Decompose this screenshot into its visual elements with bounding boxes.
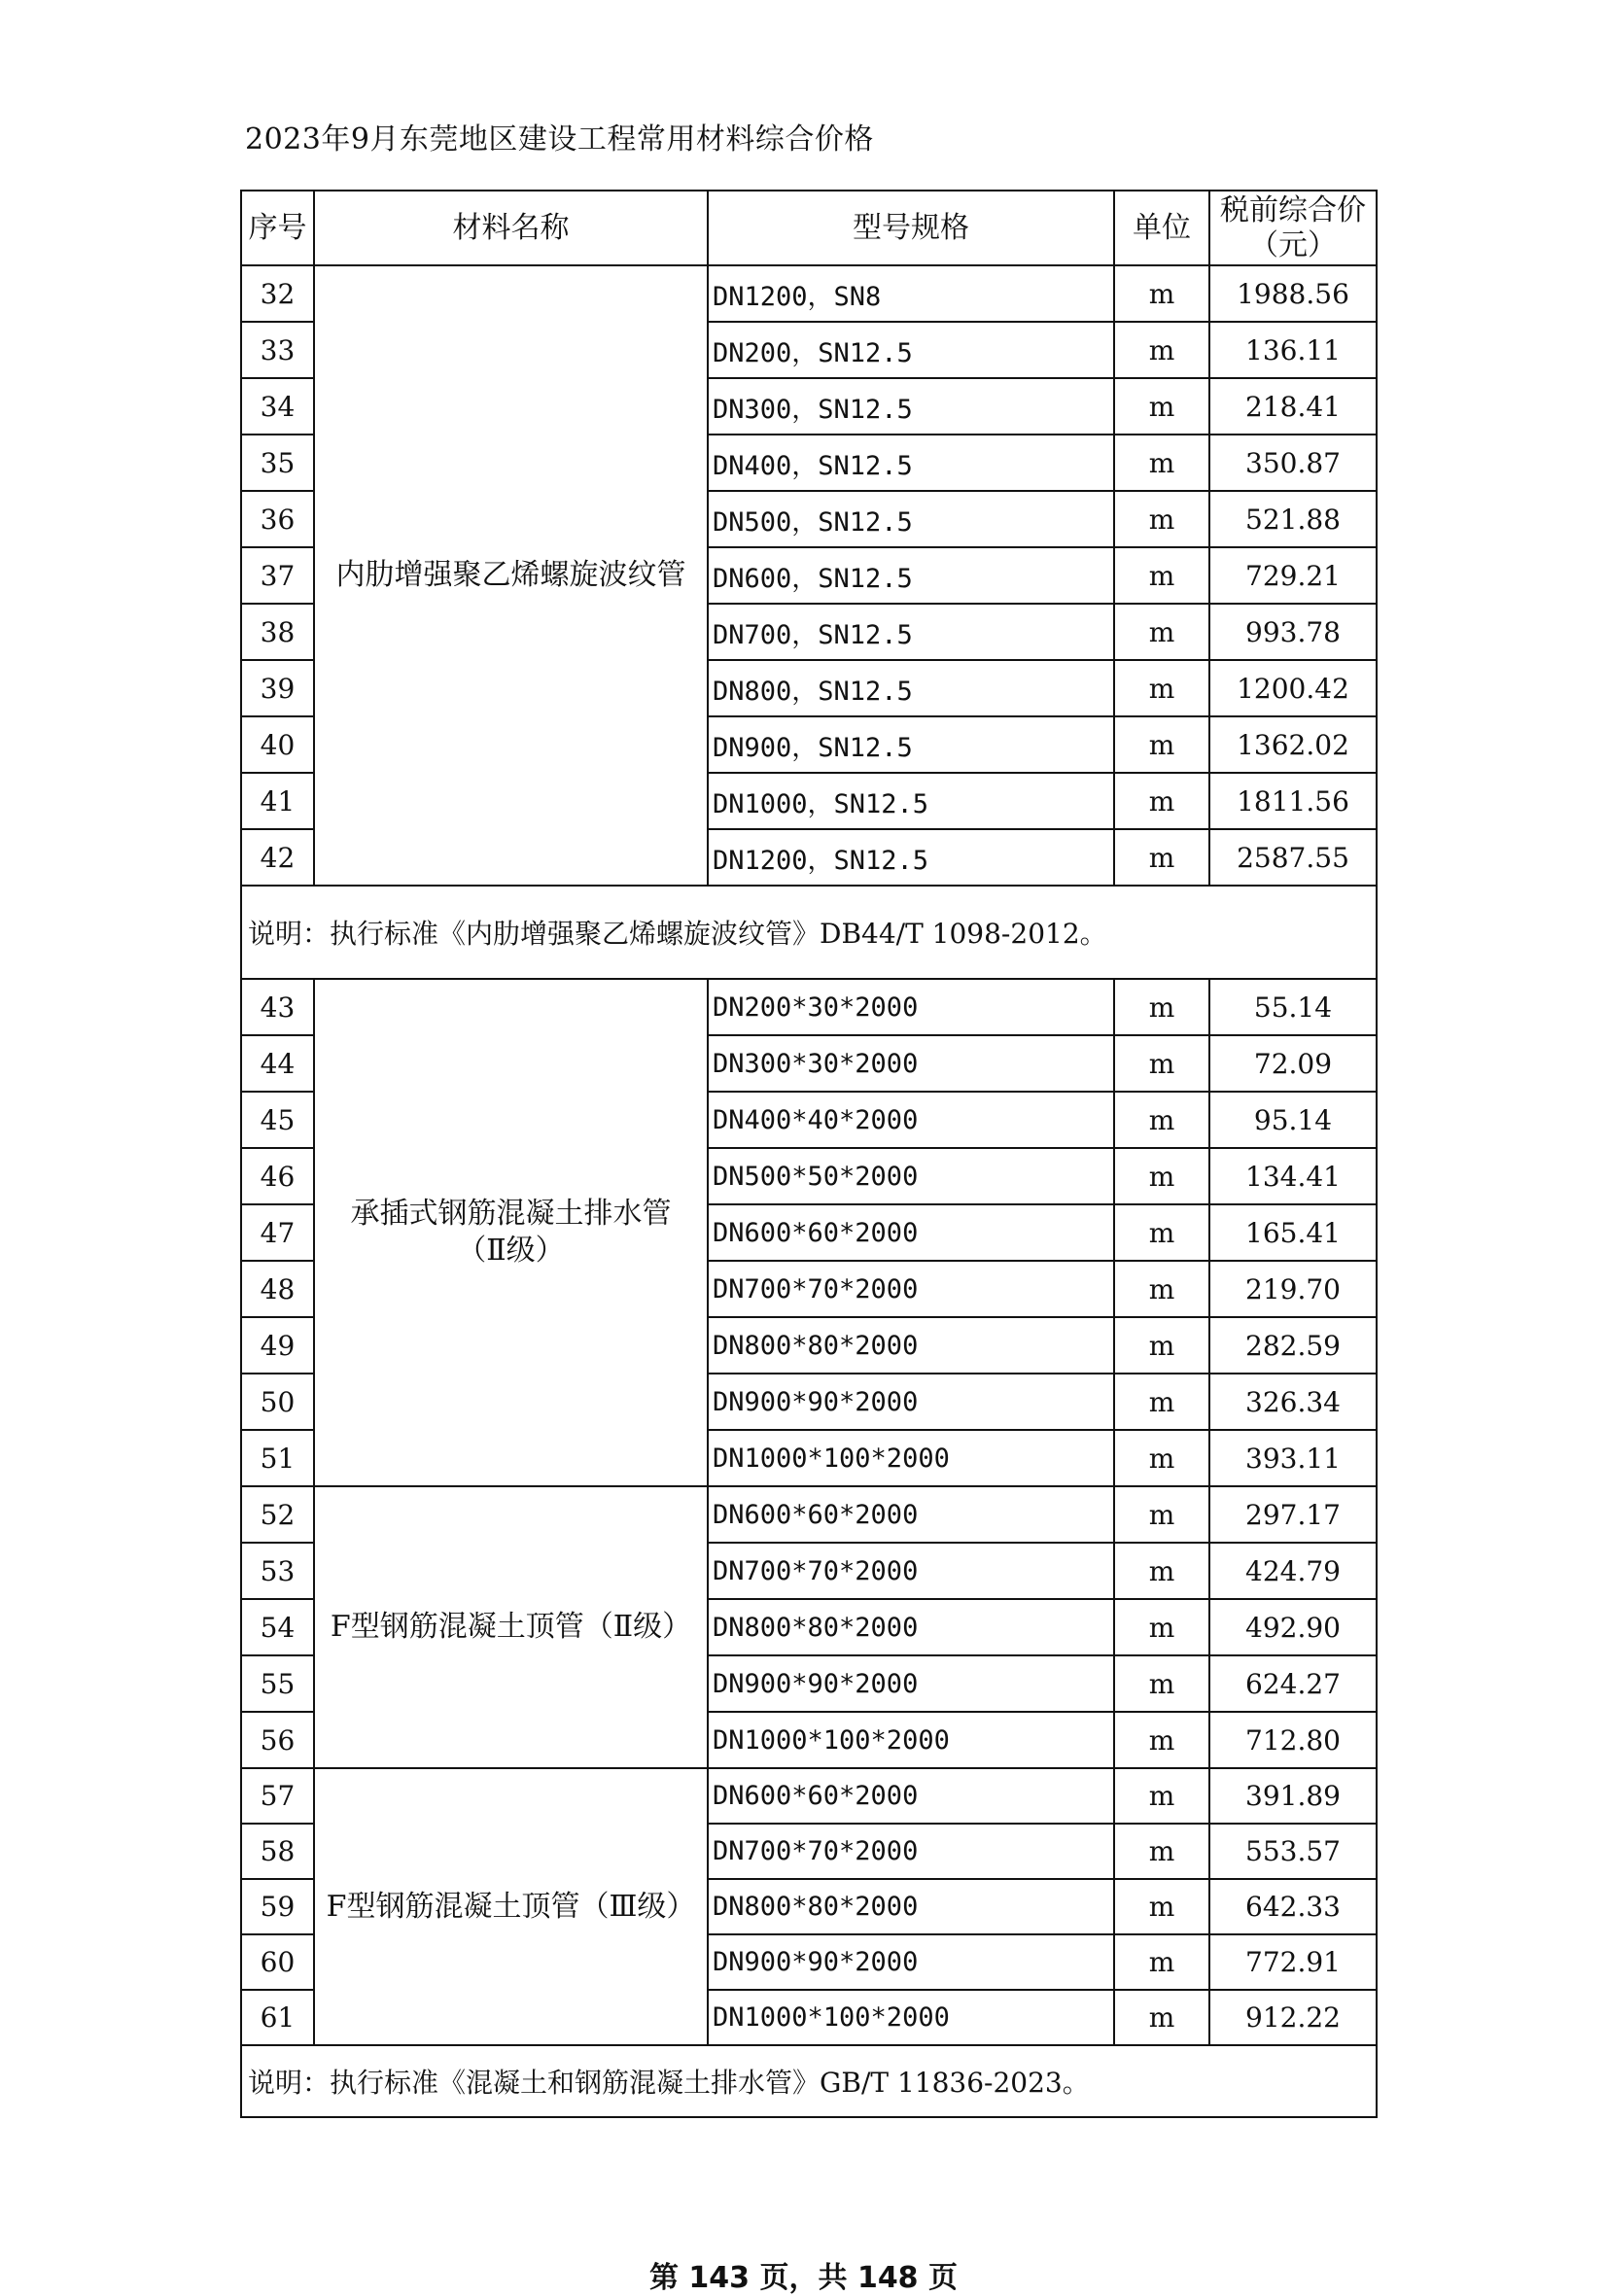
table-row [241,979,1377,1035]
row-unit: m [1114,1430,1209,1486]
header-price-line1: 税前综合价 [1220,192,1366,227]
row-no: 46 [241,1148,314,1204]
header-no: 序号 [241,191,314,265]
row-spec: DN700，SN12.5 [708,604,1114,660]
material-name-line2: （Ⅱ级） [457,1234,565,1268]
row-unit: m [1114,1990,1209,2045]
row-unit: m [1114,1092,1209,1148]
row-price: 1988.56 [1209,265,1377,322]
row-no: 57 [241,1768,314,1824]
row-unit: m [1114,773,1209,829]
row-spec: DN900*90*2000 [708,1934,1114,1990]
row-price: 912.22 [1209,1990,1377,2045]
row-no: 52 [241,1486,314,1543]
row-spec: DN700*70*2000 [708,1824,1114,1879]
material-name-line1: 承插式钢筋混凝土排水管 [350,1197,672,1231]
row-unit: m [1114,322,1209,378]
row-no: 53 [241,1543,314,1599]
row-unit: m [1114,1655,1209,1712]
row-unit: m [1114,829,1209,886]
row-spec: DN800*80*2000 [708,1879,1114,1934]
row-no: 54 [241,1599,314,1655]
row-unit: m [1114,1261,1209,1317]
row-unit: m [1114,1148,1209,1204]
row-price: 136.11 [1209,322,1377,378]
standard-note: 说明：执行标准《混凝土和钢筋混凝土排水管》GB/T 11836-2023。 [241,2045,1377,2117]
page-footer: 第 143 页，共 148 页 [648,2261,959,2295]
material-name: 内肋增强聚乙烯螺旋波纹管 [314,265,708,886]
row-spec: DN1000*100*2000 [708,1712,1114,1768]
row-price: 72.09 [1209,1035,1377,1092]
header-spec: 型号规格 [708,191,1114,265]
row-spec: DN1000，SN12.5 [708,773,1114,829]
row-price: 424.79 [1209,1543,1377,1599]
price-table [240,190,1378,2118]
row-no: 39 [241,660,314,716]
row-no: 50 [241,1374,314,1430]
material-name: F型钢筋混凝土顶管（Ⅲ级） [314,1768,708,2045]
standard-note: 说明：执行标准《内肋增强聚乙烯螺旋波纹管》DB44/T 1098-2012。 [241,886,1377,979]
row-no: 34 [241,378,314,435]
row-spec: DN1000*100*2000 [708,1430,1114,1486]
row-no: 48 [241,1261,314,1317]
row-price: 391.89 [1209,1768,1377,1824]
row-price: 1362.02 [1209,716,1377,773]
row-price: 712.80 [1209,1712,1377,1768]
row-price: 1811.56 [1209,773,1377,829]
material-name: F型钢筋混凝土顶管（Ⅱ级） [314,1486,708,1768]
row-spec: DN400，SN12.5 [708,435,1114,491]
table-row [241,1486,1377,1543]
row-price: 350.87 [1209,435,1377,491]
row-spec: DN800*80*2000 [708,1317,1114,1374]
note-row [241,2045,1377,2117]
row-no: 58 [241,1824,314,1879]
row-price: 642.33 [1209,1879,1377,1934]
row-spec: DN600*60*2000 [708,1768,1114,1824]
row-no: 41 [241,773,314,829]
row-spec: DN1200，SN12.5 [708,829,1114,886]
row-no: 49 [241,1317,314,1374]
row-unit: m [1114,1035,1209,1092]
row-no: 40 [241,716,314,773]
row-spec: DN900*90*2000 [708,1374,1114,1430]
row-unit: m [1114,1768,1209,1824]
row-spec: DN500，SN12.5 [708,491,1114,547]
row-no: 60 [241,1934,314,1990]
row-spec: DN600*60*2000 [708,1486,1114,1543]
material-name [314,979,708,1486]
row-unit: m [1114,547,1209,604]
row-price: 219.70 [1209,1261,1377,1317]
table-row [241,1768,1377,1824]
row-unit: m [1114,716,1209,773]
row-spec: DN400*40*2000 [708,1092,1114,1148]
row-unit: m [1114,660,1209,716]
header-name: 材料名称 [314,191,708,265]
row-unit: m [1114,1879,1209,1934]
row-spec: DN800*80*2000 [708,1599,1114,1655]
row-no: 43 [241,979,314,1035]
row-spec: DN300*30*2000 [708,1035,1114,1092]
row-spec: DN1000*100*2000 [708,1990,1114,2045]
row-unit: m [1114,1317,1209,1374]
row-spec: DN700*70*2000 [708,1261,1114,1317]
row-unit: m [1114,1824,1209,1879]
row-unit: m [1114,265,1209,322]
row-unit: m [1114,1712,1209,1768]
row-price: 521.88 [1209,491,1377,547]
row-price: 134.41 [1209,1148,1377,1204]
row-price: 2587.55 [1209,829,1377,886]
table-row [241,265,1377,322]
row-price: 393.11 [1209,1430,1377,1486]
row-unit: m [1114,1374,1209,1430]
row-unit: m [1114,604,1209,660]
row-price: 624.27 [1209,1655,1377,1712]
row-spec: DN800，SN12.5 [708,660,1114,716]
header-unit: 单位 [1114,191,1209,265]
row-spec: DN500*50*2000 [708,1148,1114,1204]
table-header-row [241,191,1377,265]
row-price: 326.34 [1209,1374,1377,1430]
row-spec: DN600，SN12.5 [708,547,1114,604]
row-spec: DN300，SN12.5 [708,378,1114,435]
row-price: 1200.42 [1209,660,1377,716]
row-no: 35 [241,435,314,491]
row-price: 95.14 [1209,1092,1377,1148]
row-spec: DN200，SN12.5 [708,322,1114,378]
row-price: 993.78 [1209,604,1377,660]
row-spec: DN900，SN12.5 [708,716,1114,773]
row-spec: DN1200，SN8 [708,265,1114,322]
note-row [241,886,1377,979]
row-price: 553.57 [1209,1824,1377,1879]
row-no: 37 [241,547,314,604]
row-unit: m [1114,491,1209,547]
document-title: 2023年9月东莞地区建设工程常用材料综合价格 [245,122,874,157]
row-spec: DN600*60*2000 [708,1204,1114,1261]
header-price [1209,191,1377,265]
row-no: 59 [241,1879,314,1934]
row-unit: m [1114,1934,1209,1990]
row-price: 772.91 [1209,1934,1377,1990]
row-unit: m [1114,1543,1209,1599]
row-no: 47 [241,1204,314,1261]
row-price: 55.14 [1209,979,1377,1035]
row-unit: m [1114,378,1209,435]
row-spec: DN700*70*2000 [708,1543,1114,1599]
row-no: 56 [241,1712,314,1768]
row-spec: DN900*90*2000 [708,1655,1114,1712]
row-no: 61 [241,1990,314,2045]
row-no: 51 [241,1430,314,1486]
row-price: 297.17 [1209,1486,1377,1543]
row-no: 42 [241,829,314,886]
row-no: 32 [241,265,314,322]
row-unit: m [1114,979,1209,1035]
row-no: 44 [241,1035,314,1092]
row-price: 218.41 [1209,378,1377,435]
row-no: 33 [241,322,314,378]
row-no: 45 [241,1092,314,1148]
row-unit: m [1114,1599,1209,1655]
row-no: 36 [241,491,314,547]
row-price: 729.21 [1209,547,1377,604]
row-spec: DN200*30*2000 [708,979,1114,1035]
row-unit: m [1114,1486,1209,1543]
row-price: 282.59 [1209,1317,1377,1374]
row-no: 55 [241,1655,314,1712]
row-price: 492.90 [1209,1599,1377,1655]
row-no: 38 [241,604,314,660]
row-unit: m [1114,1204,1209,1261]
row-unit: m [1114,435,1209,491]
row-price: 165.41 [1209,1204,1377,1261]
header-price-line2: （元） [1249,227,1337,262]
